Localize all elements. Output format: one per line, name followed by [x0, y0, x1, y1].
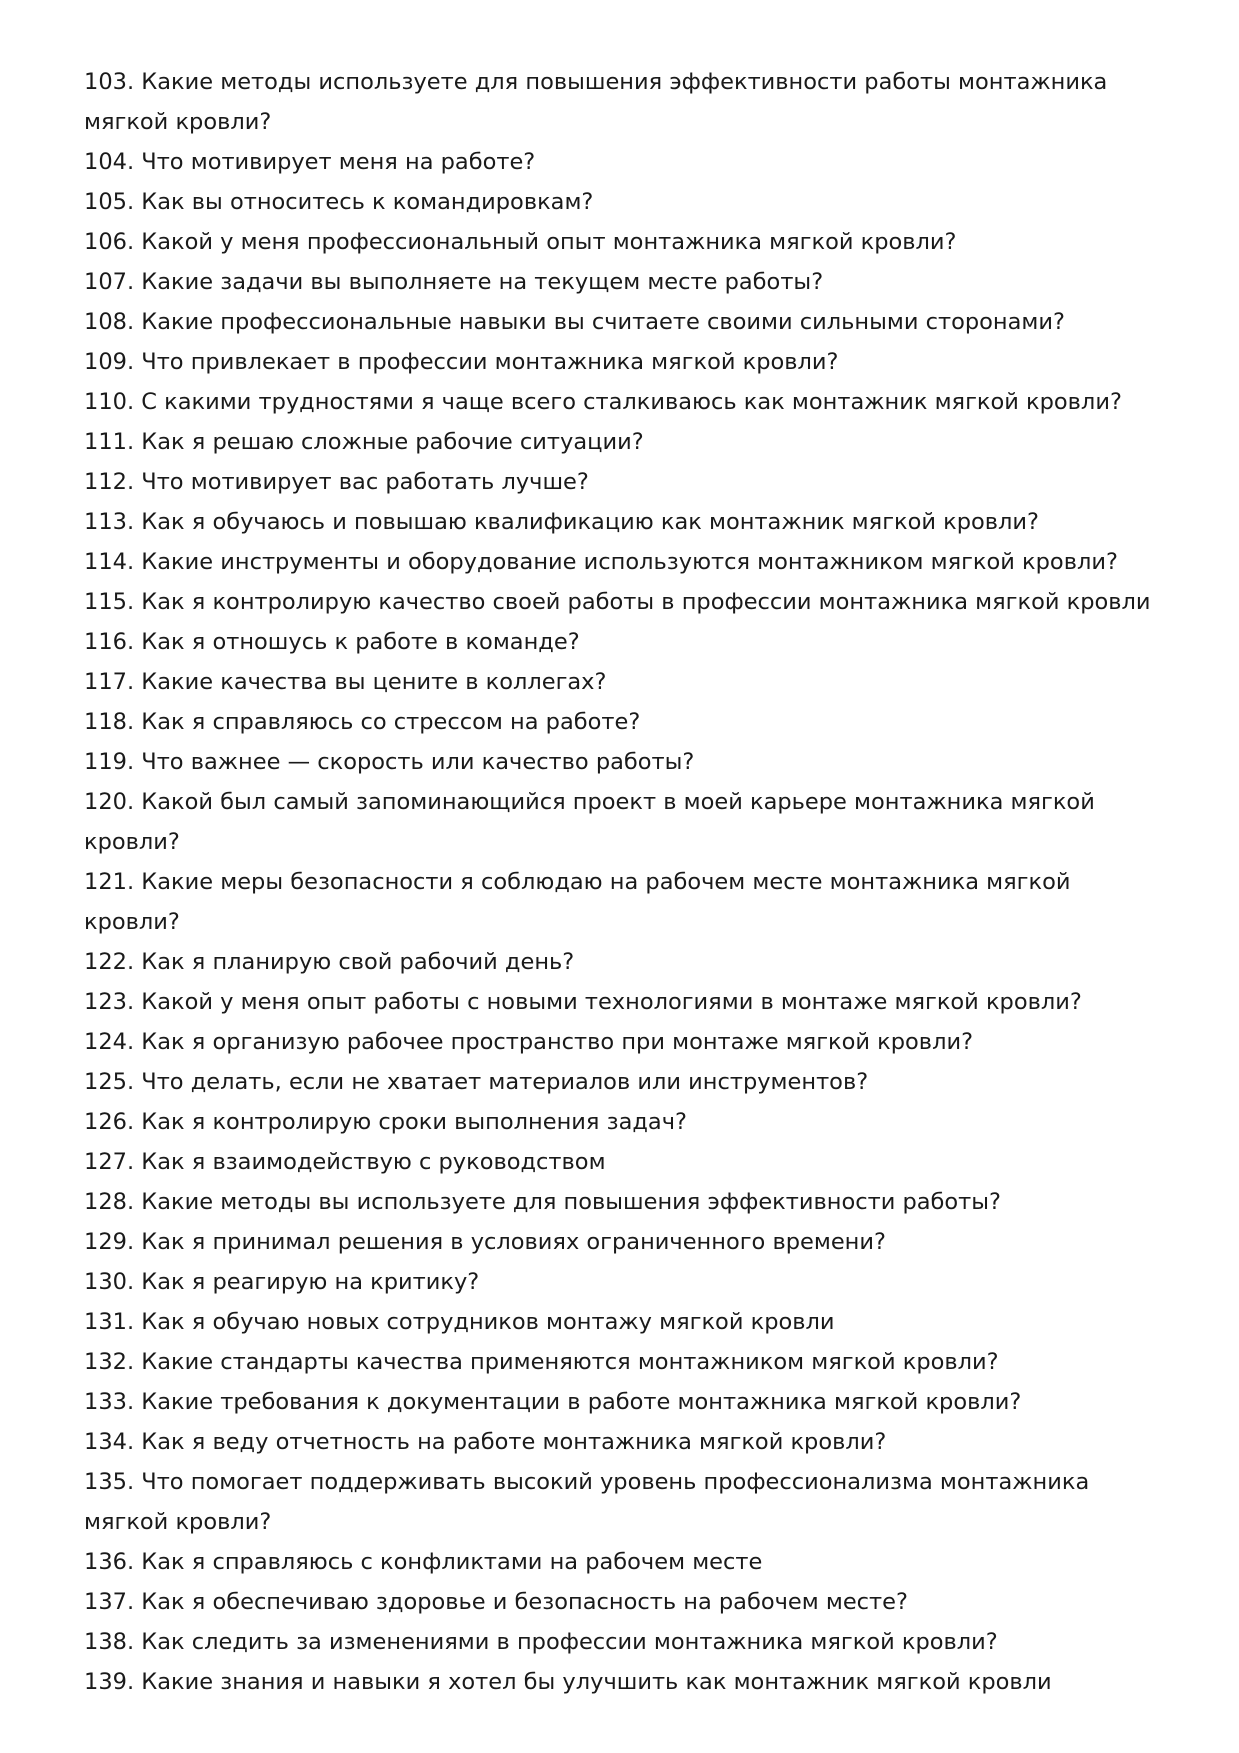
question-text: Какие инструменты и оборудование используются монтажником мягкой кровли?: [141, 549, 1118, 575]
question-number: 126.: [84, 1109, 135, 1135]
question-item: [84, 262, 1164, 302]
question-text: Как я контролирую сроки выполнения задач?: [141, 1109, 687, 1135]
question-item: [84, 1582, 1164, 1622]
question-number: 116.: [84, 629, 135, 655]
question-text: Какие знания и навыки я хотел бы улучшить как монтажник мягкой кровли: [141, 1669, 1052, 1695]
question-text: Как я контролирую качество своей работы в профессии монтажника мягкой кровли: [141, 589, 1151, 615]
question-number: 117.: [84, 669, 135, 695]
question-number: 128.: [84, 1189, 135, 1215]
question-text: Как я отношусь к работе в команде?: [141, 629, 580, 655]
question-text: Как я принимал решения в условиях ограниченного времени?: [141, 1229, 886, 1255]
question-item: [84, 1462, 1164, 1542]
question-item: [84, 662, 1164, 702]
question-text: Какие стандарты качества применяются монтажником мягкой кровли?: [141, 1349, 999, 1375]
question-number: 105.: [84, 189, 135, 215]
question-item: [84, 422, 1164, 462]
question-text: Как я планирую свой рабочий день?: [141, 949, 575, 975]
question-text: Какие методы вы используете для повышения эффективности работы?: [141, 1189, 1001, 1215]
question-number: 130.: [84, 1269, 135, 1295]
question-item: [84, 1222, 1164, 1262]
question-list: [84, 62, 1164, 1702]
question-item: [84, 1182, 1164, 1222]
question-item: [84, 982, 1164, 1022]
question-number: 133.: [84, 1389, 135, 1415]
question-number: 135.: [84, 1469, 135, 1495]
question-item: [84, 1422, 1164, 1462]
question-item: [84, 1622, 1164, 1662]
question-item: [84, 1542, 1164, 1582]
question-item: [84, 1062, 1164, 1102]
question-number: 106.: [84, 229, 135, 255]
question-text: Какие профессиональные навыки вы считаете своими сильными сторонами?: [141, 309, 1065, 335]
question-item: [84, 702, 1164, 742]
question-text: Какие требования к документации в работе монтажника мягкой кровли?: [141, 1389, 1022, 1415]
question-number: 138.: [84, 1629, 135, 1655]
question-item: [84, 342, 1164, 382]
question-item: [84, 862, 1164, 942]
question-item: [84, 382, 1164, 422]
question-number: 129.: [84, 1229, 135, 1255]
question-number: 124.: [84, 1029, 135, 1055]
question-number: 122.: [84, 949, 135, 975]
question-number: 114.: [84, 549, 135, 575]
question-text: Какие задачи вы выполняете на текущем месте работы?: [141, 269, 824, 295]
question-text: Какие меры безопасности я соблюдаю на рабочем месте монтажника мягкой кровли?: [84, 869, 1071, 935]
question-text: Какой был самый запоминающийся проект в моей карьере монтажника мягкой кровли?: [84, 789, 1095, 855]
question-text: Как я взаимодействую с руководством: [141, 1149, 606, 1175]
question-number: 123.: [84, 989, 135, 1015]
question-item: [84, 62, 1164, 142]
question-item: [84, 302, 1164, 342]
question-number: 132.: [84, 1349, 135, 1375]
question-text: Что помогает поддерживать высокий уровень профессионализма монтажника мягкой кровли?: [84, 1469, 1090, 1535]
question-item: [84, 942, 1164, 982]
question-text: Как я решаю сложные рабочие ситуации?: [141, 429, 644, 455]
question-item: [84, 622, 1164, 662]
question-text: Как я веду отчетность на работе монтажника мягкой кровли?: [141, 1429, 887, 1455]
question-number: 104.: [84, 149, 135, 175]
question-number: 112.: [84, 469, 135, 495]
question-item: [84, 1022, 1164, 1062]
question-item: [84, 542, 1164, 582]
question-text: Что мотивирует меня на работе?: [141, 149, 536, 175]
question-item: [84, 742, 1164, 782]
question-text: Как я организую рабочее пространство при монтаже мягкой кровли?: [141, 1029, 974, 1055]
question-item: [84, 1342, 1164, 1382]
question-text: Что привлекает в профессии монтажника мягкой кровли?: [141, 349, 839, 375]
question-text: Как вы относитесь к командировкам?: [141, 189, 594, 215]
question-item: [84, 1382, 1164, 1422]
question-item: [84, 462, 1164, 502]
question-number: 118.: [84, 709, 135, 735]
question-text: Какой у меня опыт работы с новыми технологиями в монтаже мягкой кровли?: [141, 989, 1082, 1015]
question-number: 131.: [84, 1309, 135, 1335]
question-number: 110.: [84, 389, 135, 415]
question-item: [84, 782, 1164, 862]
question-text: Как я справляюсь с конфликтами на рабочем месте: [141, 1549, 763, 1575]
question-number: 103.: [84, 69, 135, 95]
question-text: Что мотивирует вас работать лучше?: [141, 469, 589, 495]
question-number: 119.: [84, 749, 135, 775]
question-text: С какими трудностями я чаще всего сталкиваюсь как монтажник мягкой кровли?: [141, 389, 1122, 415]
question-text: Как я обучаюсь и повышаю квалификацию как монтажник мягкой кровли?: [141, 509, 1039, 535]
question-number: 107.: [84, 269, 135, 295]
question-item: [84, 222, 1164, 262]
question-item: [84, 1662, 1164, 1702]
question-item: [84, 182, 1164, 222]
question-item: [84, 582, 1164, 622]
question-text: Какие методы используете для повышения эффективности работы монтажника мягкой кровли?: [84, 69, 1108, 135]
question-number: 125.: [84, 1069, 135, 1095]
question-item: [84, 1102, 1164, 1142]
question-number: 121.: [84, 869, 135, 895]
question-number: 127.: [84, 1149, 135, 1175]
question-item: [84, 1262, 1164, 1302]
question-number: 120.: [84, 789, 135, 815]
question-text: Как я обучаю новых сотрудников монтажу мягкой кровли: [141, 1309, 835, 1335]
question-number: 111.: [84, 429, 135, 455]
question-item: [84, 1142, 1164, 1182]
question-number: 115.: [84, 589, 135, 615]
question-item: [84, 1302, 1164, 1342]
question-text: Какие качества вы цените в коллегах?: [141, 669, 607, 695]
question-number: 113.: [84, 509, 135, 535]
question-text: Как я справляюсь со стрессом на работе?: [141, 709, 641, 735]
question-text: Что важнее — скорость или качество работы?: [141, 749, 695, 775]
question-number: 137.: [84, 1589, 135, 1615]
question-text: Что делать, если не хватает материалов или инструментов?: [141, 1069, 869, 1095]
question-text: Как я реагирую на критику?: [141, 1269, 480, 1295]
question-item: [84, 502, 1164, 542]
question-text: Как я обеспечиваю здоровье и безопасность на рабочем месте?: [141, 1589, 908, 1615]
question-text: Какой у меня профессиональный опыт монтажника мягкой кровли?: [141, 229, 957, 255]
question-number: 136.: [84, 1549, 135, 1575]
question-number: 139.: [84, 1669, 135, 1695]
question-number: 134.: [84, 1429, 135, 1455]
question-item: [84, 142, 1164, 182]
question-number: 109.: [84, 349, 135, 375]
question-text: Как следить за изменениями в профессии монтажника мягкой кровли?: [141, 1629, 998, 1655]
question-number: 108.: [84, 309, 135, 335]
